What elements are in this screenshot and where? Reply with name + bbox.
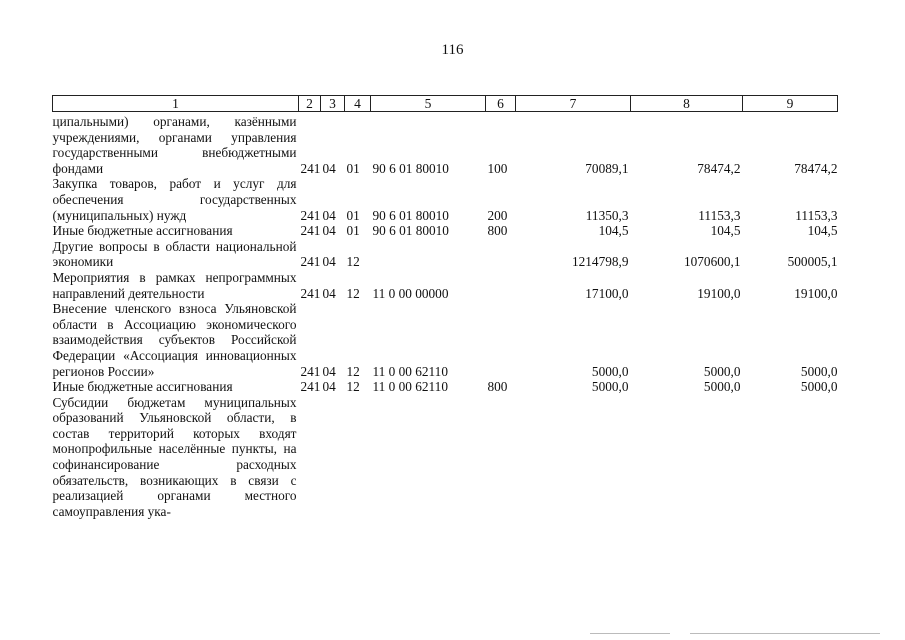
header-col-7: 7 <box>516 96 631 112</box>
header-col-1: 1 <box>53 96 299 112</box>
cell-amount-7 <box>516 395 631 520</box>
cell-admin-code: 241 <box>300 379 321 395</box>
cell-admin-code: 241 <box>300 363 321 379</box>
cell-amount-9: 19100,0 <box>794 285 838 301</box>
table-row <box>53 176 838 223</box>
cell-expense-type: 200 <box>487 207 508 223</box>
cell-target-article <box>371 395 486 520</box>
cell-amount-8: 11153,3 <box>698 207 741 223</box>
cell-target-article: 11 0 00 62110 <box>372 379 448 395</box>
cell-amount-8: 19100,0 <box>697 285 741 301</box>
table-row <box>53 270 838 301</box>
cell-admin-code: 241 <box>300 207 321 223</box>
scan-artifact-line <box>590 633 670 634</box>
cell-expense-type: 800 <box>487 223 508 239</box>
cell-subsection: 01 <box>346 160 360 176</box>
table-row <box>53 379 838 395</box>
cell-admin-code: 241 <box>300 254 321 270</box>
row-description: Внесение членского взноса Ульяновской области в Ассоциацию экономического взаимодействия субъектов Российской Федерации «Ассоциация инновационных регионов России» <box>52 301 297 379</box>
cell-target-article: 90 6 01 80010 <box>372 160 449 176</box>
cell-subsection: 01 <box>346 223 360 239</box>
header-col-5: 5 <box>371 96 486 112</box>
cell-amount-8: 1070600,1 <box>683 254 741 270</box>
header-col-3: 3 <box>321 96 345 112</box>
cell-expense-type: 100 <box>487 160 508 176</box>
cell-section: 04 <box>322 285 336 301</box>
cell-admin-code: 241 <box>300 160 321 176</box>
cell-amount-7: 17100,0 <box>585 285 629 301</box>
table-row <box>53 301 838 379</box>
cell-amount-7: 70089,1 <box>585 160 629 176</box>
cell-admin-code: 241 <box>300 285 321 301</box>
cell-amount-9: 104,5 <box>807 223 838 239</box>
cell-subsection: 12 <box>346 379 360 395</box>
cell-target-article: 11 0 00 62110 <box>372 363 448 379</box>
table-row <box>53 223 838 239</box>
cell-subsection: 12 <box>346 285 360 301</box>
cell-target-article: 90 6 01 80010 <box>372 207 449 223</box>
cell-expense-type <box>486 301 516 379</box>
cell-expense-type: 800 <box>487 379 508 395</box>
cell-amount-7: 11350,3 <box>585 207 629 223</box>
cell-target-article: 90 6 01 80010 <box>372 223 449 239</box>
cell-subsection: 12 <box>346 363 360 379</box>
cell-amount-8 <box>631 395 743 520</box>
row-description: Другие вопросы в области национальной экономики <box>52 238 297 270</box>
cell-amount-9: 5000,0 <box>800 363 838 379</box>
header-col-2: 2 <box>299 96 321 112</box>
cell-expense-type <box>486 395 516 520</box>
header-col-4: 4 <box>345 96 371 112</box>
row-description: Субсидии бюджетам муниципальных образований Ульяновской области, в состав территорий которых входят монопрофильные населённые пункты, на софинансирование расходных обязательств, возникающих в связи с реализацией органами местного самоуправления ука- <box>52 394 297 519</box>
cell-section: 04 <box>322 223 336 239</box>
cell-target-article <box>371 239 486 270</box>
row-description: ципальными) органами, казёнными учреждениями, органами управления государственными внебюджетными фондами <box>52 114 297 176</box>
table-body <box>53 112 838 520</box>
cell-admin-code: 241 <box>300 223 321 239</box>
cell-amount-9: 500005,1 <box>787 254 838 270</box>
cell-amount-7: 104,5 <box>598 223 629 239</box>
row-description: Иные бюджетные ассигнования <box>52 379 233 395</box>
cell-subsection: 01 <box>346 207 360 223</box>
page-number: 116 <box>441 42 464 58</box>
table-row <box>53 395 838 520</box>
row-description: Закупка товаров, работ и услуг для обеспечения государственных (муниципальных) нужд <box>52 176 297 223</box>
cell-section: 04 <box>322 254 336 270</box>
table-row <box>53 112 838 177</box>
header-col-8: 8 <box>631 96 743 112</box>
cell-amount-8: 5000,0 <box>703 363 741 379</box>
cell-admin-code <box>299 395 321 520</box>
cell-section: 04 <box>322 363 336 379</box>
cell-amount-7: 5000,0 <box>591 379 629 395</box>
row-description: Мероприятия в рамках непрограммных направлений деятельности <box>52 269 297 301</box>
table-row <box>53 239 838 270</box>
header-col-9: 9 <box>743 96 838 112</box>
table-header <box>53 96 838 112</box>
cell-amount-9 <box>743 395 838 520</box>
cell-section: 04 <box>322 207 336 223</box>
cell-expense-type <box>486 239 516 270</box>
cell-amount-8: 104,5 <box>710 223 741 239</box>
cell-target-article: 11 0 00 00000 <box>372 285 449 301</box>
cell-section <box>321 395 345 520</box>
row-description: Иные бюджетные ассигнования <box>52 223 233 239</box>
header-col-6: 6 <box>486 96 516 112</box>
cell-subsection <box>345 395 371 520</box>
cell-amount-9: 78474,2 <box>794 160 838 176</box>
cell-section: 04 <box>322 160 336 176</box>
cell-amount-7: 1214798,9 <box>571 254 629 270</box>
cell-amount-7: 5000,0 <box>591 363 629 379</box>
budget-table <box>52 95 838 519</box>
cell-amount-8: 5000,0 <box>703 379 741 395</box>
header-row <box>53 96 838 112</box>
cell-amount-9: 11153,3 <box>795 207 838 223</box>
cell-amount-9: 5000,0 <box>800 379 838 395</box>
cell-section: 04 <box>322 379 336 395</box>
cell-amount-8: 78474,2 <box>697 160 741 176</box>
scan-artifact-line <box>690 633 880 634</box>
cell-expense-type <box>486 270 516 301</box>
cell-subsection: 12 <box>346 254 360 270</box>
